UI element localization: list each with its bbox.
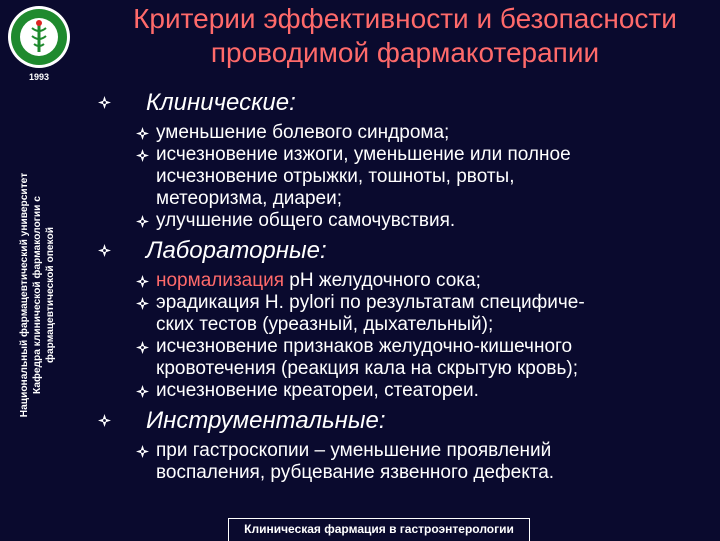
section-clinical — [98, 88, 713, 232]
list-item: улучшение общего самочувствия. — [98, 210, 713, 232]
list-item: нормализация pH желудочного сока; — [98, 270, 713, 292]
diamond-bullet-icon — [136, 127, 149, 140]
diamond-bullet-icon — [98, 244, 111, 257]
university-logo — [4, 4, 74, 82]
list-item: исчезновение изжоги, уменьшение или полное исчезновение отрыжки, тошноты, рвоты, метеоризма, диареи; — [98, 144, 713, 210]
criteria-list — [98, 88, 713, 484]
sidebar-affiliation — [14, 115, 82, 475]
list-item: исчезновение креатореи, стеатореи. — [98, 380, 713, 402]
diamond-bullet-icon — [136, 445, 149, 458]
diamond-bullet-icon — [136, 297, 149, 310]
sidebar-line-department: Кафедра клинической фармакологии с — [32, 196, 43, 394]
section-lab — [98, 236, 713, 402]
section-heading-instrumental: Инструментальные: — [146, 407, 386, 434]
page-title — [90, 2, 720, 70]
university-emblem-icon — [4, 4, 74, 74]
diamond-bullet-icon — [98, 96, 111, 109]
title-line-2: проводимой фармакотерапии — [210, 37, 600, 68]
diamond-bullet-icon — [136, 275, 149, 288]
sidebar-line-university: Национальный фармацевтический университет — [19, 172, 30, 418]
sidebar-line-department-cont: фармацевтической опекой — [45, 227, 56, 363]
list-item: при гастроскопии – уменьшение проявлений воспаления, рубцевание язвенного дефекта. — [98, 440, 713, 484]
section-heading-clinical: Клинические: — [146, 89, 296, 116]
section-instrumental — [98, 406, 713, 484]
diamond-bullet-icon — [136, 385, 149, 398]
section-heading-lab: Лабораторные: — [146, 237, 327, 264]
logo-year: 1993 — [28, 72, 50, 82]
footer-caption: Клиническая фармация в гастроэнтерологии — [228, 518, 530, 541]
title-line-1: Критерии эффективности и безопасности — [133, 3, 677, 34]
diamond-bullet-icon — [136, 215, 149, 228]
list-item: уменьшение болевого синдрома; — [98, 122, 713, 144]
diamond-bullet-icon — [98, 414, 111, 427]
highlight-text: нормализация — [156, 270, 285, 291]
diamond-bullet-icon — [136, 341, 149, 354]
diamond-bullet-icon — [136, 149, 149, 162]
list-item: исчезновение признаков желудочно-кишечного кровотечения (реакция кала на скрытую кровь); — [98, 336, 713, 380]
list-item: эрадикация H. pylori по результатам специфиче- ских тестов (уреазный, дыхательный); — [98, 292, 713, 336]
